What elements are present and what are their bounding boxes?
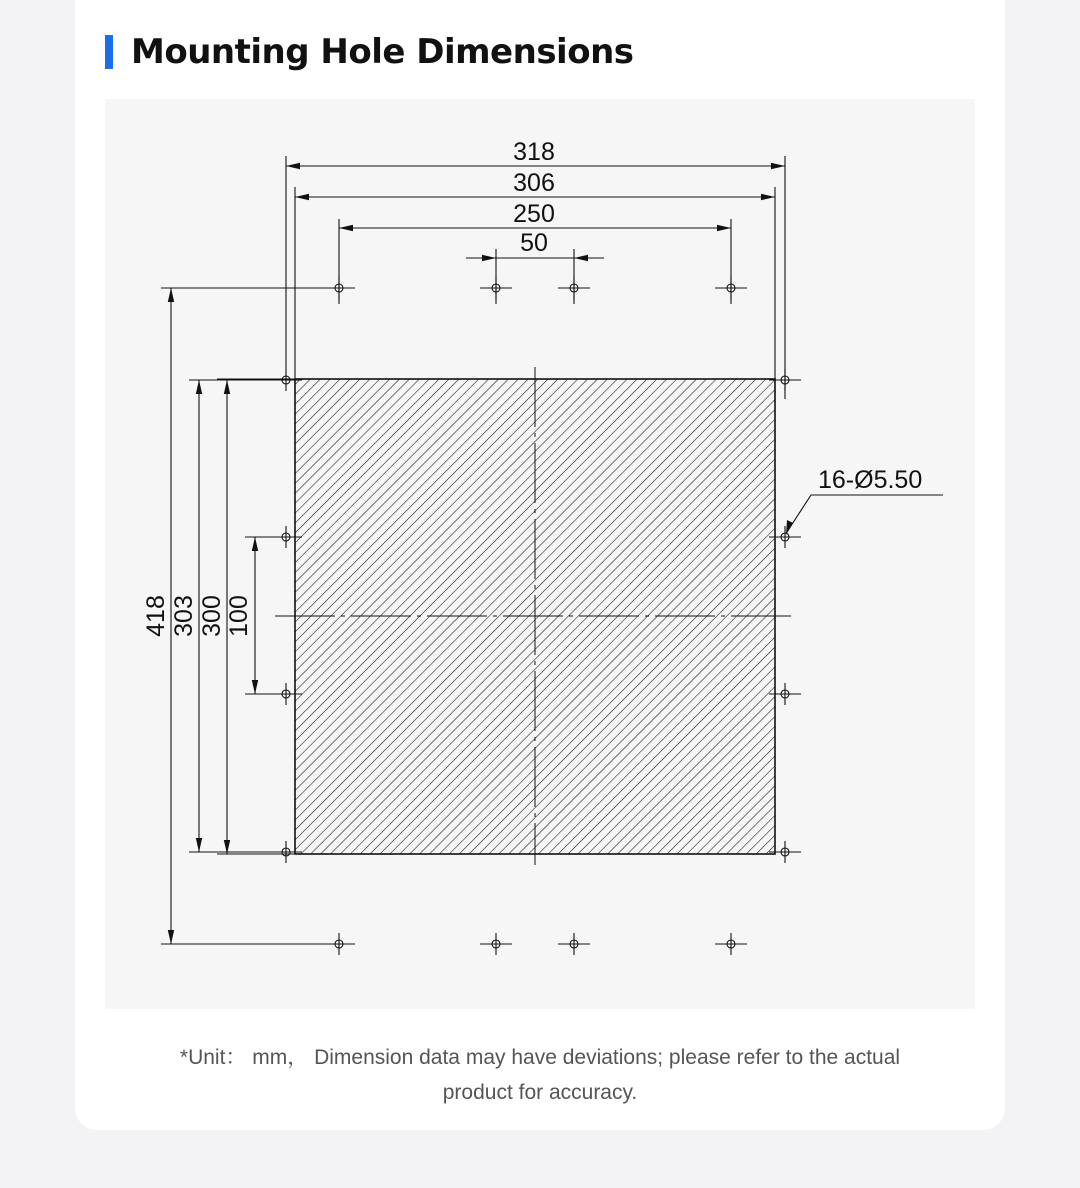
- dim-label-318: 318: [513, 138, 555, 166]
- dimension-diagram: [105, 99, 975, 1009]
- mounting-drawing: [105, 99, 975, 1009]
- arrow-306-right: [761, 194, 775, 200]
- mounting-hole-top-1: [323, 277, 355, 299]
- dim-label-418: 418: [142, 595, 170, 637]
- heading-accent-bar: [105, 35, 113, 69]
- arrow-50-right: [574, 255, 588, 261]
- dim-label-306: 306: [513, 169, 555, 197]
- dim-label-50: 50: [520, 229, 548, 257]
- unit-note-line-1: *Unit： mm， Dimension data may have deviations; please refer to the actual: [179, 1046, 901, 1069]
- mounting-hole-bottom-3: [558, 933, 590, 955]
- arrow-100-top: [252, 537, 258, 551]
- arrow-306-left: [295, 194, 309, 200]
- mounting-hole-bottom-2: [480, 933, 512, 955]
- hole-callout-label: 16-Ø5.50: [818, 466, 923, 494]
- arrow-250-right: [717, 225, 731, 231]
- mounting-hole-top-2: [480, 277, 512, 299]
- arrow-303-top: [196, 380, 202, 394]
- dim-label-250: 250: [513, 200, 555, 228]
- dim-label-303: 303: [170, 595, 198, 637]
- page-title: Mounting Hole Dimensions: [131, 32, 634, 72]
- section-heading: [105, 30, 634, 74]
- arrow-300-top: [224, 380, 230, 394]
- arrow-50-left: [482, 255, 496, 261]
- arrow-250-left: [339, 225, 353, 231]
- mounting-hole-bottom-4: [715, 933, 747, 955]
- arrow-418-top: [168, 288, 174, 302]
- mounting-hole-top-4: [715, 277, 747, 299]
- arrow-318-left: [286, 163, 300, 169]
- dim-label-100: 100: [225, 595, 253, 637]
- callout-arrow: [786, 520, 793, 535]
- arrow-418-bottom: [168, 930, 174, 944]
- unit-note-line-2: product for accuracy.: [442, 1081, 638, 1104]
- dim-label-300: 300: [198, 595, 226, 637]
- unit-note: [105, 1040, 975, 1110]
- mounting-hole-bottom-1: [323, 933, 355, 955]
- arrow-318-right: [771, 163, 785, 169]
- arrow-303-bottom: [196, 838, 202, 852]
- mounting-hole-top-3: [558, 277, 590, 299]
- arrow-100-bottom: [252, 680, 258, 694]
